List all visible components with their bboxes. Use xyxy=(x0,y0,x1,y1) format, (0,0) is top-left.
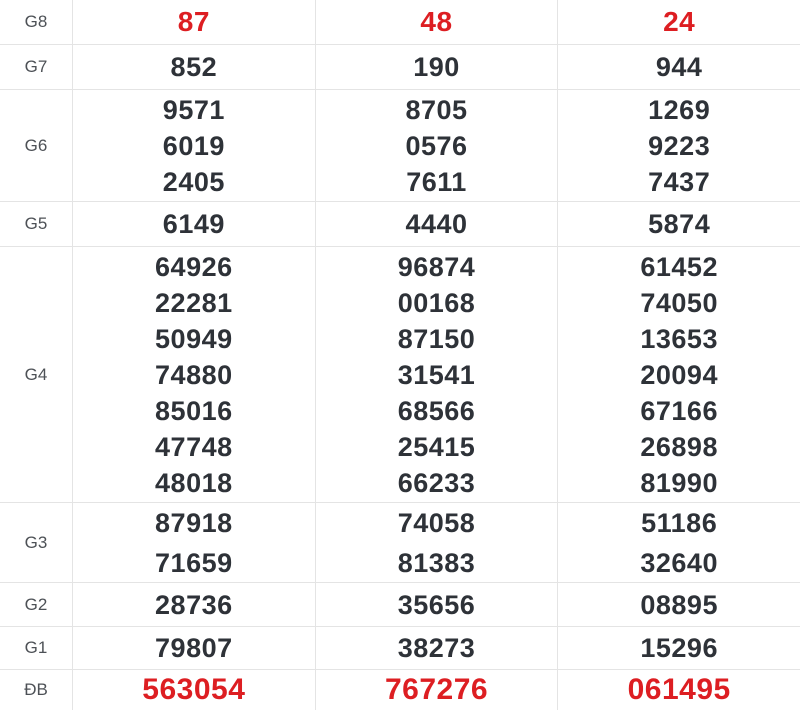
prize-number: 2405 xyxy=(162,166,225,197)
prize-number: 35656 xyxy=(397,589,476,620)
prize-label-g5: G5 xyxy=(24,214,48,233)
prize-number: 38273 xyxy=(397,633,476,663)
prize-label-g3: G3 xyxy=(24,532,48,552)
prize-number: 9223 xyxy=(648,130,711,161)
prize-number: 48018 xyxy=(155,467,233,498)
prize-number: 81383 xyxy=(397,547,476,578)
prize-number: 08895 xyxy=(640,589,718,620)
prize-number: 50949 xyxy=(155,323,233,354)
prize-cell xyxy=(72,503,315,582)
prize-cell xyxy=(557,583,800,626)
prize-row-g3 xyxy=(0,503,800,583)
prize-number: 767276 xyxy=(384,673,489,706)
prize-number: 85016 xyxy=(155,395,233,426)
prize-number: 81990 xyxy=(640,467,718,498)
prize-label-g2: G2 xyxy=(24,594,48,614)
prize-number: 31541 xyxy=(397,359,476,390)
prize-number: 79807 xyxy=(155,633,233,663)
prize-number: 0576 xyxy=(405,130,468,161)
prize-number: 6019 xyxy=(162,130,225,161)
prize-cell xyxy=(557,670,800,710)
prize-number: 6149 xyxy=(162,209,225,239)
prize-number: 20094 xyxy=(640,359,718,390)
prize-number: 25415 xyxy=(397,431,476,462)
prize-cell xyxy=(557,45,800,89)
prize-row-g2 xyxy=(0,583,800,627)
prize-row-g8 xyxy=(0,0,800,45)
prize-number: 15296 xyxy=(640,633,718,663)
prize-number: 51186 xyxy=(641,507,718,538)
prize-cell xyxy=(315,503,558,582)
prize-number: 852 xyxy=(170,52,218,82)
prize-number: 8705 xyxy=(405,94,468,125)
prize-number: 71659 xyxy=(155,547,233,578)
prize-cell xyxy=(557,627,800,669)
prize-cell xyxy=(72,0,315,44)
prize-cell xyxy=(315,247,558,502)
prize-cell xyxy=(72,90,315,201)
prize-cell xyxy=(72,247,315,502)
prize-cell xyxy=(315,202,558,246)
prize-cell xyxy=(315,45,558,89)
prize-row-g7 xyxy=(0,45,800,90)
prize-row-g4 xyxy=(0,247,800,503)
prize-cell xyxy=(557,0,800,44)
prize-cell xyxy=(315,627,558,669)
prize-number: 4440 xyxy=(405,209,468,239)
prize-number: 061495 xyxy=(627,673,731,706)
prize-number: 1269 xyxy=(648,94,711,125)
prize-cell xyxy=(72,583,315,626)
prize-number: 5874 xyxy=(648,209,711,239)
prize-number: 32640 xyxy=(640,547,718,578)
prize-cell xyxy=(315,583,558,626)
prize-cell xyxy=(557,90,800,201)
prize-number: 48 xyxy=(420,6,453,37)
prize-number: 96874 xyxy=(397,251,476,282)
prize-cell xyxy=(72,45,315,89)
prize-row-g6 xyxy=(0,90,800,202)
prize-number: 26898 xyxy=(640,431,718,462)
prize-label-g8: G8 xyxy=(24,12,48,31)
prize-cell xyxy=(557,247,800,502)
prize-number: 944 xyxy=(655,52,703,82)
prize-number: 74880 xyxy=(155,359,233,390)
prize-number: 00168 xyxy=(397,287,476,318)
prize-number: 9571 xyxy=(162,94,225,125)
prize-cell xyxy=(315,90,558,201)
prize-cell xyxy=(72,202,315,246)
prize-number: 22281 xyxy=(155,287,233,318)
prize-number: 61452 xyxy=(640,251,718,282)
prize-number: 47748 xyxy=(155,431,233,462)
prize-number: 74050 xyxy=(640,287,718,318)
prize-cell xyxy=(315,670,558,710)
prize-number: 64926 xyxy=(155,251,233,282)
prize-number: 66233 xyxy=(397,467,476,498)
prize-number: 190 xyxy=(413,52,460,82)
prize-label-g4: G4 xyxy=(24,364,48,384)
prize-number: 87 xyxy=(177,6,210,37)
prize-row-db xyxy=(0,670,800,710)
prize-number: 7611 xyxy=(406,166,467,197)
prize-number: 13653 xyxy=(640,323,718,354)
prize-row-g1 xyxy=(0,627,800,670)
prize-label-g1: G1 xyxy=(24,638,48,657)
prize-number: 87918 xyxy=(155,507,233,538)
prize-number: 67166 xyxy=(640,395,718,426)
prize-cell xyxy=(315,0,558,44)
prize-number: 87150 xyxy=(397,323,476,354)
prize-label-g7: G7 xyxy=(24,57,48,76)
prize-cell xyxy=(557,202,800,246)
prize-number: 74058 xyxy=(397,507,476,538)
prize-number: 563054 xyxy=(142,673,246,706)
prize-number: 28736 xyxy=(155,589,233,620)
prize-label-g6: G6 xyxy=(24,135,48,155)
prize-cell xyxy=(72,670,315,710)
prize-cell xyxy=(72,627,315,669)
prize-row-g5 xyxy=(0,202,800,247)
prize-label-db: ĐB xyxy=(24,680,48,699)
prize-cell xyxy=(557,503,800,582)
prize-number: 7437 xyxy=(648,166,711,197)
prize-number: 24 xyxy=(663,6,696,37)
prize-number: 68566 xyxy=(397,395,476,426)
